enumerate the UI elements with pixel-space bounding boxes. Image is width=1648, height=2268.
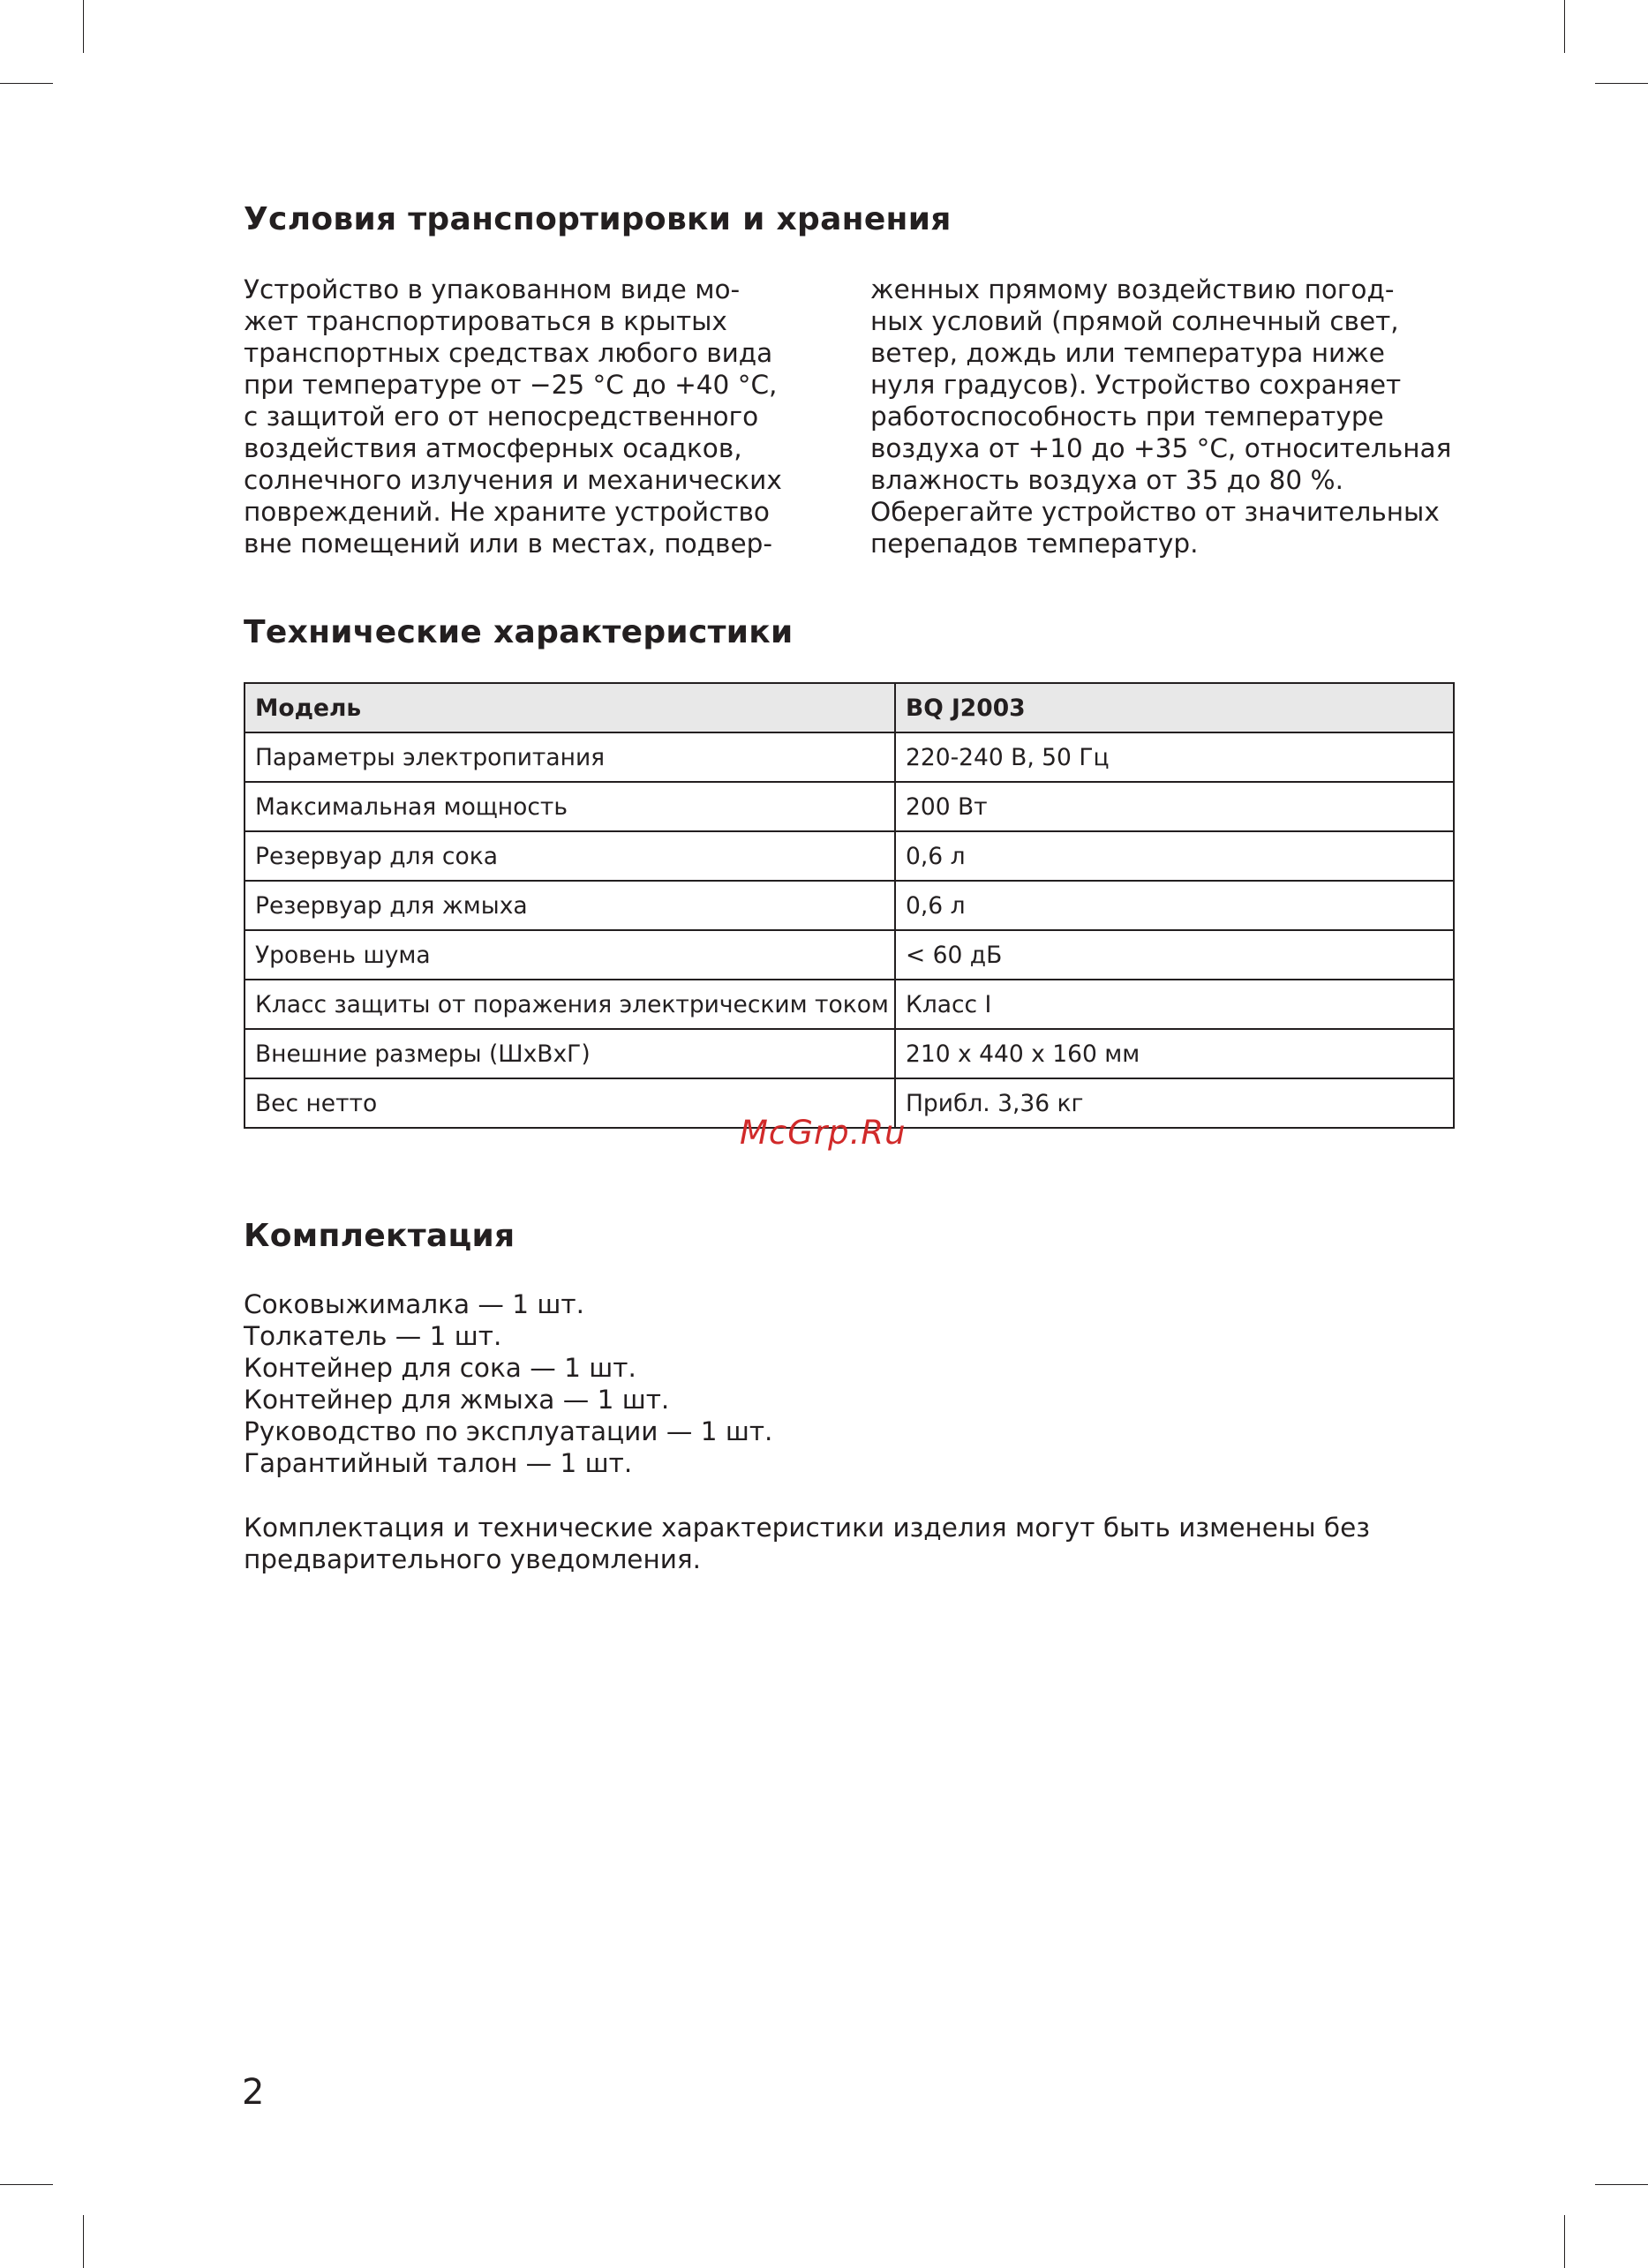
crop-mark	[0, 83, 53, 84]
watermark: McGrp.Ru	[740, 1114, 907, 1152]
specs-heading: Технические характеристики	[244, 614, 794, 650]
table-header-row	[245, 683, 1454, 732]
crop-mark	[83, 0, 84, 53]
table-cell-label: Резервуар для сока	[245, 831, 895, 881]
list-item: Руководство по эксплуатации — 1 шт.	[244, 1416, 773, 1446]
table-cell-label: Максимальная мощность	[245, 782, 895, 831]
table-cell-label: Класс защиты от поражения электрическим током	[245, 980, 895, 1029]
crop-mark	[83, 2215, 84, 2268]
table-cell-label: Уровень шума	[245, 930, 895, 980]
kit-note: Комплектация и технические характеристики изделия могут быть изменены без предварительного уведомления.	[244, 1513, 1370, 1574]
table-cell-value: 0,6 л	[895, 881, 1454, 930]
table-cell-label: Вес нетто	[245, 1078, 895, 1128]
table-cell-label: Параметры электропитания	[245, 732, 895, 782]
table-cell-value: BQ J2003	[895, 683, 1454, 732]
table-cell-value: 200 Вт	[895, 782, 1454, 831]
crop-mark	[0, 2184, 53, 2185]
crop-mark	[1564, 2215, 1565, 2268]
table-cell-value: 0,6 л	[895, 831, 1454, 881]
transport-text-right: женных прямому воздействию погод- ных условий (прямой солнечный свет, ветер, дождь или температура ниже нуля градусов). Устройство сохраняет работоспособность при температуре воздуха от +10 до +35 °С, относительная влажность воздуха от 35 до 80 %. Оберегайте устройство от значительных перепадов температур.	[870, 274, 1452, 559]
table-row	[245, 930, 1454, 980]
page-number: 2	[242, 2072, 265, 2113]
transport-text-left: Устройство в упакованном виде мо- жет транспортироваться в крытых транспортных средствах любого вида при температуре от −25 °С до +40 °С, с защитой его от непосредственного воздействия атмосферных осадков, солнечного излучения и механических повреждений. Не храните устройство вне помещений или в местах, подвер-	[244, 274, 782, 559]
table-row	[245, 782, 1454, 831]
table-row	[245, 881, 1454, 930]
specs-table	[244, 682, 1455, 1129]
table-cell-value: 220-240 В, 50 Гц	[895, 732, 1454, 782]
crop-mark	[1595, 83, 1648, 84]
table-row	[245, 732, 1454, 782]
crop-mark	[1564, 0, 1565, 53]
table-cell-label: Модель	[245, 683, 895, 732]
table-cell-value: < 60 дБ	[895, 930, 1454, 980]
transport-heading: Условия транспортировки и хранения	[244, 201, 952, 237]
table-cell-value: Класс I	[895, 980, 1454, 1029]
table-cell-value: Прибл. 3,36 кг	[895, 1078, 1454, 1128]
table-row	[245, 980, 1454, 1029]
table-row	[245, 831, 1454, 881]
table-cell-label: Резервуар для жмыха	[245, 881, 895, 930]
kit-heading: Комплектация	[244, 1218, 515, 1254]
kit-list	[244, 1288, 772, 1479]
table-cell-value: 210 х 440 х 160 мм	[895, 1029, 1454, 1078]
table-cell-label: Внешние размеры (ШхВхГ)	[245, 1029, 895, 1078]
table-row	[245, 1029, 1454, 1078]
list-item: Соковыжималка — 1 шт.	[244, 1289, 584, 1319]
list-item: Контейнер для сока — 1 шт.	[244, 1353, 636, 1383]
crop-mark	[1595, 2184, 1648, 2185]
list-item: Контейнер для жмыха — 1 шт.	[244, 1385, 670, 1415]
list-item: Толкатель — 1 шт.	[244, 1321, 502, 1351]
list-item: Гарантийный талон — 1 шт.	[244, 1448, 633, 1478]
